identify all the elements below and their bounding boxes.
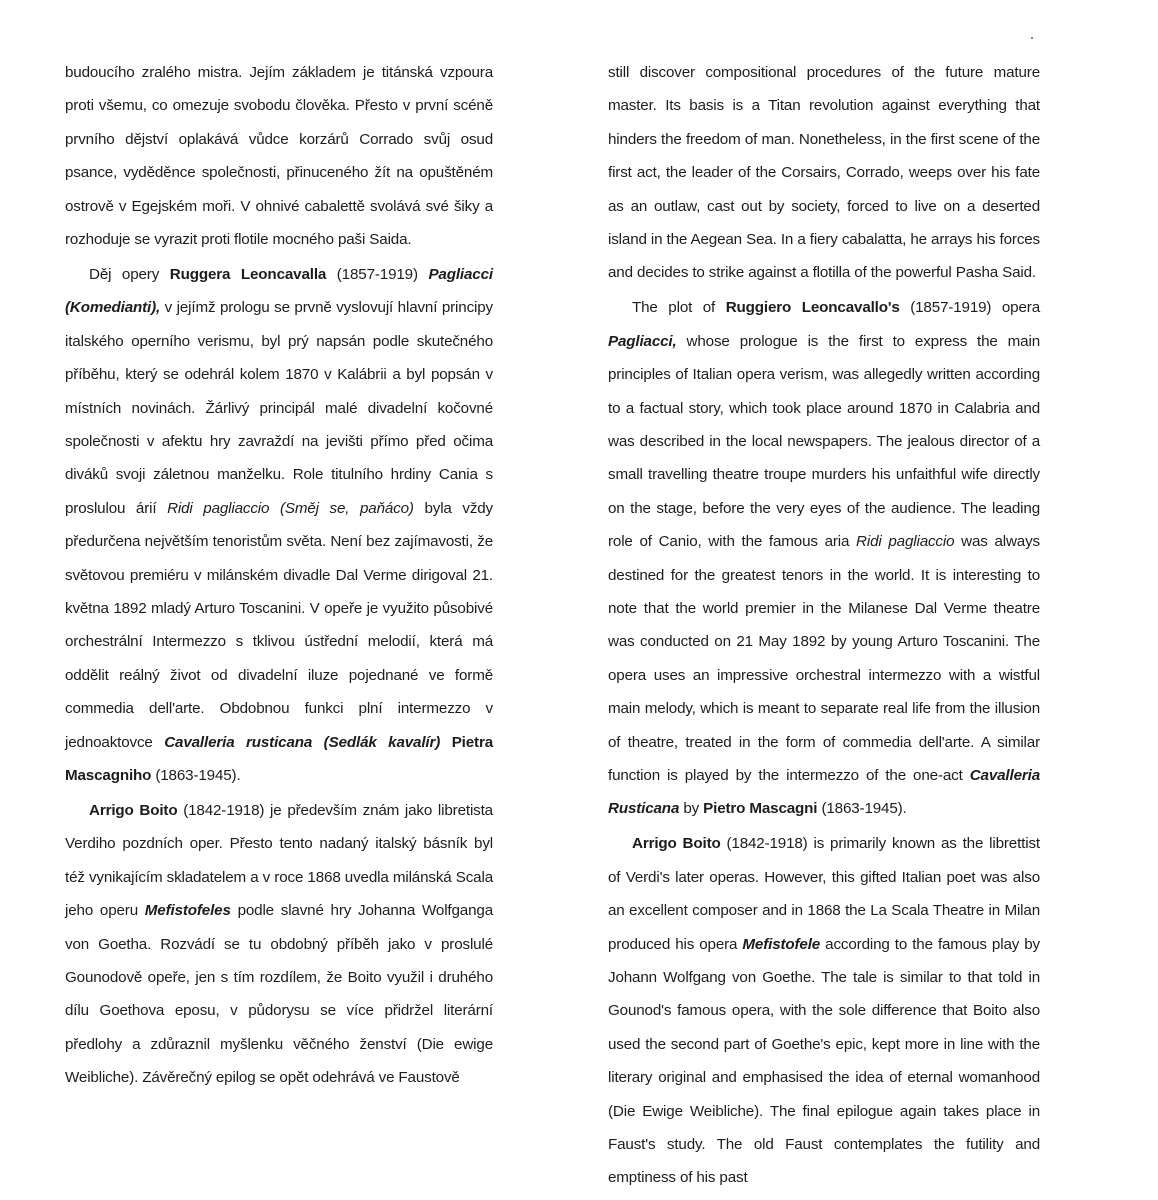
text-run: according to the famous play by Johann Wolfgang von Goethe. The tale is similar to that told in Gounod's famous opera, with the sole difference that Boito also used the second part of Goethe's epic, kept more in line with the literary original and emphasised the idea of eternal womanhood (Die Ewige Weibliche). The final epilogue again takes place in Faust's study. The old Faust contemplates the futility and emptiness of his past	[608, 935, 1040, 1187]
paragraph-boito-en	[608, 827, 1040, 1194]
text-run	[440, 734, 452, 751]
opera-title: Mefistofeles	[144, 902, 231, 920]
text-run: podle slavné hry Johanna Wolfganga von Goetha. Rozvádí se tu obdobný příběh jako v proslulé Gounodově opeře, jen s tím rozdílem, že Boito využil i druhého dílu Goethova eposu, v půdorysu se více přidržel literární předlohy a zdůraznil myšlenku věčného ženství (Die ewige Weibliche). Závěrečný epilog se opět odehrává ve Faustově	[65, 902, 493, 1087]
paragraph-pagliacci-cz	[65, 258, 493, 793]
text-run: The plot of	[632, 299, 726, 317]
composer-name: Pietro Mascagni	[703, 800, 818, 818]
composer-name: Pietra Mascagniho	[65, 733, 493, 785]
text-run: (1863-1945).	[151, 767, 241, 785]
composer-name: Ruggera Leoncavalla	[169, 265, 327, 283]
english-text-column	[608, 56, 1040, 1196]
text-run: was always destined for the greatest tenors in the world. It is interesting to note that the world premier in the Milanese Dal Verme theatre was conducted on 21 May 1892 by young Arturo Toscanini. The opera uses an impressive orchestral intermezzo with a wistful main melody, which is meant to separate real life from the illusion of theatre, treated in the form of commedia dell'arte. A similar function is played by the intermezzo of the one-act	[608, 533, 1040, 785]
text-run: v jejímž prologu se prvně vyslovují hlavní principy italského operního verismu, byl prý napsán podle skutečného příběhu, který se odehrál kolem 1870 v Kalábrii a byl popsán v místních novinách. Žárlivý principál malé divadelní kočovné společnosti v afektu hry zavraždí na jevišti přímo před očima diváků svoji záletnou manželku. Role titulního hrdiny Cania s proslulou árií	[65, 299, 493, 517]
composer-name: Ruggiero Leoncavallo's	[725, 299, 900, 317]
text-run: whose prologue is the first to express the main principles of Italian opera verism, was allegedly written according to a factual story, which took place around 1870 in Calabria and was described in the local newspapers. The jealous director of a small travelling theatre troupe murders his unfaithful wife directly on the stage, before the very eyes of the audience. The leading role of Canio, with the famous aria	[608, 332, 1040, 551]
aria-title: Ridi pagliaccio (Směj se, paňáco)	[167, 499, 414, 517]
composer-name: Arrigo Boito	[632, 835, 721, 853]
paragraph-corsair-en	[608, 56, 1040, 290]
text-run: (1842-1918) is primarily known as the librettist of Verdi's later operas. However, this gifted Italian poet was also an excellent composer and in 1868 the La Scala Theatre in Milan produced his opera	[608, 835, 1040, 953]
paragraph-boito-cz	[65, 794, 493, 1095]
composer-name: Arrigo Boito	[89, 801, 178, 819]
czech-text-column	[65, 56, 493, 1096]
text-run: by	[679, 800, 704, 818]
paragraph-corsair-cz	[65, 56, 493, 256]
text-run: (1857-1919) opera	[899, 299, 1040, 317]
aria-title: Ridi pagliaccio	[856, 533, 955, 551]
text-run: (1857-1919)	[326, 265, 429, 283]
paragraph-text: still discover compositional procedures of the future mature master. Its basis is a Titan revolution against everything that hinders the freedom of man. Nonetheless, in the first scene of the first act, the leader of the Corsairs, Corrado, weeps over his fate as an outlaw, cast out by society, forced to live on a deserted island in the Aegean Sea. In a fiery cabalatta, he arrays his forces and decides to strike against a flotilla of the powerful Pasha Said.	[608, 64, 1040, 282]
opera-title: Pagliacci,	[608, 332, 677, 350]
paragraph-pagliacci-en	[608, 291, 1040, 826]
paragraph-text: budoucího zralého mistra. Jejím základem je titánská vzpoura proti všemu, co omezuje svobodu člověka. Přesto v první scéně prvního dějství oplakává vůdce korzárů Corrado svůj osud psance, vyděděnce společnosti, přinuceného žít na opuštěném ostrově v Egejském moři. V ohnivé cabalettě svolává své šiky a rozhoduje se vyrazit proti flotile mocného paši Saida.	[65, 64, 493, 249]
scan-speck	[1031, 37, 1033, 39]
opera-title: Cavalleria rusticana (Sedlák kavalír)	[164, 733, 441, 751]
text-run: (1863-1945).	[817, 800, 907, 818]
opera-title: Cavalleria Rusticana	[608, 767, 1040, 818]
text-run: byla vždy předurčena největším tenoristům světa. Není bez zajímavosti, že světovou premiéru v milánském divadle Dal Verme dirigoval 21. května 1892 mladý Arturo Toscanini. V opeře je využito působivé orchestrální Intermezzo s tklivou ústřední melodií, která má oddělit reálný život od divadelní iluze pojednané ve formě commedia dell'arte. Obdobnou funkci plní intermezzo v jednoaktovce	[65, 499, 494, 751]
text-run: Děj opery	[89, 265, 170, 283]
opera-title: Mefistofele	[742, 935, 821, 953]
opera-title: Pagliacci (Komedianti),	[65, 265, 493, 317]
text-run: (1842-1918) je především znám jako libretista Verdiho pozdních oper. Přesto tento nadaný italský básník byl též vynikajícím skladatelem a v roce 1868 uvedla milánská Scala jeho operu	[65, 801, 493, 920]
